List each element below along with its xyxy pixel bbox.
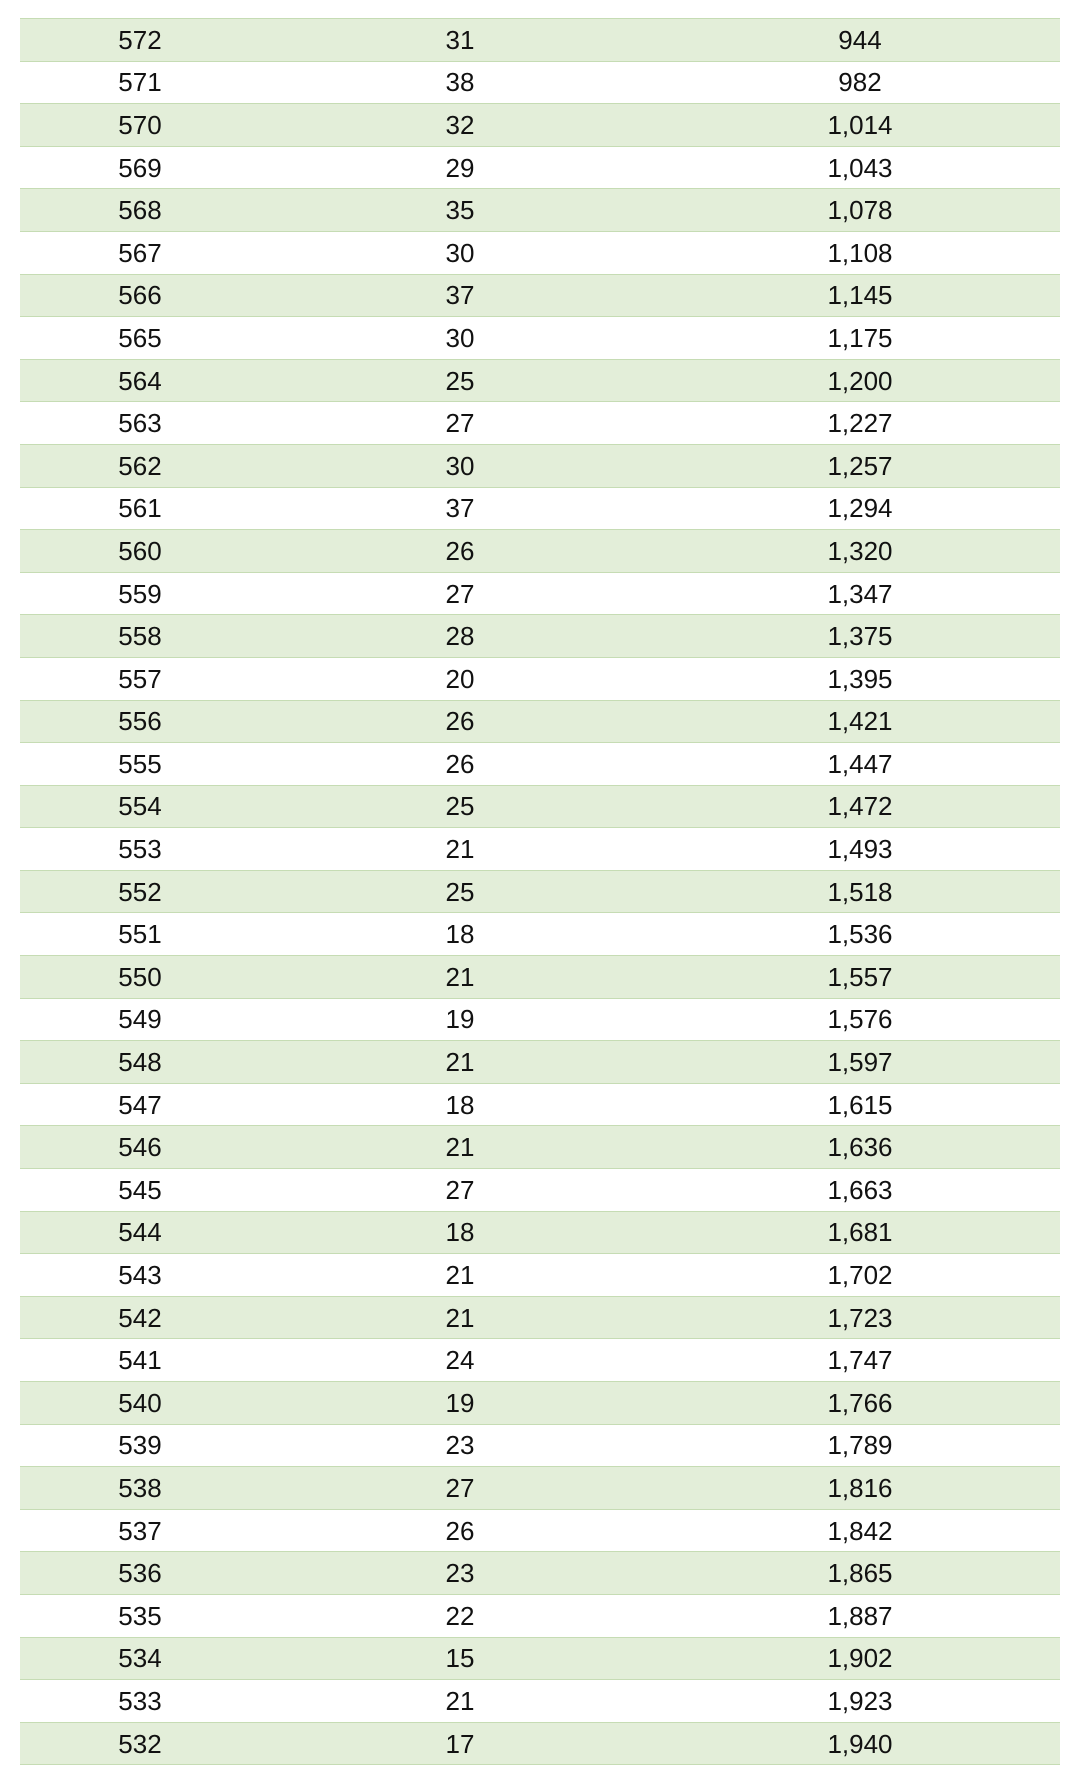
cumulative-total-cell: 1,472 [660,785,1060,828]
table-row [20,1339,1060,1382]
row-number-cell: 535 [20,1594,260,1637]
count-cell: 38 [260,61,660,104]
count-cell: 15 [260,1637,660,1680]
table-row [20,615,1060,658]
table-row [20,1552,1060,1595]
cumulative-total-cell: 1,227 [660,402,1060,445]
row-number-cell: 558 [20,615,260,658]
cumulative-total-cell: 1,320 [660,530,1060,573]
row-number-cell: 532 [20,1722,260,1765]
row-number-cell: 538 [20,1467,260,1510]
count-cell: 24 [260,1339,660,1382]
count-cell: 19 [260,998,660,1041]
table-row [20,870,1060,913]
row-number-cell: 545 [20,1169,260,1212]
table-row [20,1594,1060,1637]
table-row [20,359,1060,402]
count-cell: 30 [260,231,660,274]
row-number-cell: 560 [20,530,260,573]
cumulative-total-cell: 1,175 [660,317,1060,360]
count-cell: 27 [260,1467,660,1510]
table-row [20,146,1060,189]
count-cell: 22 [260,1594,660,1637]
count-cell: 30 [260,444,660,487]
row-number-cell: 540 [20,1382,260,1425]
cumulative-total-cell: 1,395 [660,657,1060,700]
table-row [20,1637,1060,1680]
count-cell: 25 [260,359,660,402]
row-number-cell: 563 [20,402,260,445]
count-cell: 37 [260,274,660,317]
cumulative-total-cell: 1,865 [660,1552,1060,1595]
row-number-cell: 554 [20,785,260,828]
count-cell: 28 [260,615,660,658]
count-cell: 32 [260,104,660,147]
count-cell: 20 [260,657,660,700]
cumulative-total-cell: 1,375 [660,615,1060,658]
row-number-cell: 564 [20,359,260,402]
count-cell: 18 [260,1211,660,1254]
cumulative-total-cell: 1,615 [660,1083,1060,1126]
cumulative-total-cell: 1,940 [660,1722,1060,1765]
row-number-cell: 570 [20,104,260,147]
row-number-cell: 542 [20,1296,260,1339]
count-cell: 21 [260,1041,660,1084]
table-row [20,743,1060,786]
table-row [20,1211,1060,1254]
row-number-cell: 547 [20,1083,260,1126]
row-number-cell: 551 [20,913,260,956]
row-number-cell: 536 [20,1552,260,1595]
count-cell: 21 [260,1254,660,1297]
table-row [20,1169,1060,1212]
cumulative-total-cell: 1,447 [660,743,1060,786]
table-row [20,913,1060,956]
table-row [20,231,1060,274]
row-number-cell: 546 [20,1126,260,1169]
row-number-cell: 562 [20,444,260,487]
cumulative-total-cell: 1,789 [660,1424,1060,1467]
cumulative-total-cell: 1,681 [660,1211,1060,1254]
cumulative-total-cell: 982 [660,61,1060,104]
table-row [20,104,1060,147]
count-cell: 30 [260,317,660,360]
table-row [20,1722,1060,1765]
row-number-cell: 544 [20,1211,260,1254]
cumulative-total-cell: 1,145 [660,274,1060,317]
row-number-cell: 557 [20,657,260,700]
cumulative-total-cell: 944 [660,19,1060,62]
cumulative-total-cell: 1,923 [660,1680,1060,1723]
count-cell: 27 [260,572,660,615]
row-number-cell: 552 [20,870,260,913]
cumulative-total-cell: 1,347 [660,572,1060,615]
data-table-container [20,18,1060,1765]
table-row [20,572,1060,615]
table-row [20,828,1060,871]
table-row [20,274,1060,317]
row-number-cell: 568 [20,189,260,232]
row-number-cell: 555 [20,743,260,786]
table-row [20,1041,1060,1084]
cumulative-total-cell: 1,518 [660,870,1060,913]
count-cell: 21 [260,956,660,999]
cumulative-total-cell: 1,887 [660,1594,1060,1637]
table-row [20,1254,1060,1297]
cumulative-total-cell: 1,663 [660,1169,1060,1212]
table-row [20,956,1060,999]
cumulative-total-cell: 1,200 [660,359,1060,402]
count-cell: 31 [260,19,660,62]
cumulative-total-cell: 1,902 [660,1637,1060,1680]
row-number-cell: 566 [20,274,260,317]
count-cell: 18 [260,913,660,956]
table-row [20,189,1060,232]
cumulative-total-cell: 1,842 [660,1509,1060,1552]
table-row [20,1296,1060,1339]
count-cell: 19 [260,1382,660,1425]
cumulative-total-cell: 1,078 [660,189,1060,232]
count-cell: 26 [260,1509,660,1552]
table-row [20,1680,1060,1723]
table-row [20,785,1060,828]
table-row [20,19,1060,62]
count-cell: 21 [260,1296,660,1339]
row-number-cell: 569 [20,146,260,189]
row-number-cell: 549 [20,998,260,1041]
table-row [20,1467,1060,1510]
row-number-cell: 533 [20,1680,260,1723]
count-cell: 18 [260,1083,660,1126]
row-number-cell: 543 [20,1254,260,1297]
table-row [20,700,1060,743]
table-row [20,487,1060,530]
cumulative-total-cell: 1,723 [660,1296,1060,1339]
cumulative-total-cell: 1,043 [660,146,1060,189]
row-number-cell: 553 [20,828,260,871]
count-cell: 27 [260,402,660,445]
cumulative-total-cell: 1,636 [660,1126,1060,1169]
table-row [20,1126,1060,1169]
cumulative-total-cell: 1,747 [660,1339,1060,1382]
table-row [20,1509,1060,1552]
cumulative-total-cell: 1,421 [660,700,1060,743]
count-cell: 29 [260,146,660,189]
table-row [20,530,1060,573]
table-row [20,61,1060,104]
count-cell: 25 [260,870,660,913]
cumulative-total-cell: 1,257 [660,444,1060,487]
count-cell: 21 [260,828,660,871]
cumulative-total-cell: 1,702 [660,1254,1060,1297]
count-cell: 27 [260,1169,660,1212]
table-row [20,1083,1060,1126]
cumulative-total-cell: 1,816 [660,1467,1060,1510]
row-number-cell: 556 [20,700,260,743]
count-cell: 17 [260,1722,660,1765]
row-number-cell: 559 [20,572,260,615]
cumulative-total-cell: 1,493 [660,828,1060,871]
count-cell: 26 [260,530,660,573]
row-number-cell: 572 [20,19,260,62]
row-number-cell: 550 [20,956,260,999]
cumulative-total-cell: 1,576 [660,998,1060,1041]
count-cell: 37 [260,487,660,530]
cumulative-total-cell: 1,014 [660,104,1060,147]
table-row [20,657,1060,700]
table-row [20,1424,1060,1467]
row-number-cell: 537 [20,1509,260,1552]
cumulative-total-cell: 1,597 [660,1041,1060,1084]
count-cell: 35 [260,189,660,232]
row-number-cell: 541 [20,1339,260,1382]
table-row [20,998,1060,1041]
table-row [20,402,1060,445]
row-number-cell: 565 [20,317,260,360]
count-cell: 23 [260,1424,660,1467]
table-body [20,19,1060,1765]
row-number-cell: 567 [20,231,260,274]
row-number-cell: 534 [20,1637,260,1680]
count-cell: 21 [260,1126,660,1169]
count-cell: 23 [260,1552,660,1595]
cumulative-total-cell: 1,766 [660,1382,1060,1425]
cumulative-total-cell: 1,557 [660,956,1060,999]
row-number-cell: 561 [20,487,260,530]
count-cell: 26 [260,700,660,743]
row-number-cell: 548 [20,1041,260,1084]
cumulative-total-cell: 1,536 [660,913,1060,956]
table-row [20,317,1060,360]
count-cell: 21 [260,1680,660,1723]
row-number-cell: 539 [20,1424,260,1467]
count-cell: 25 [260,785,660,828]
table-row [20,444,1060,487]
count-cell: 26 [260,743,660,786]
table-row [20,1382,1060,1425]
row-number-cell: 571 [20,61,260,104]
cumulative-total-cell: 1,108 [660,231,1060,274]
cumulative-total-cell: 1,294 [660,487,1060,530]
data-table [20,18,1060,1765]
